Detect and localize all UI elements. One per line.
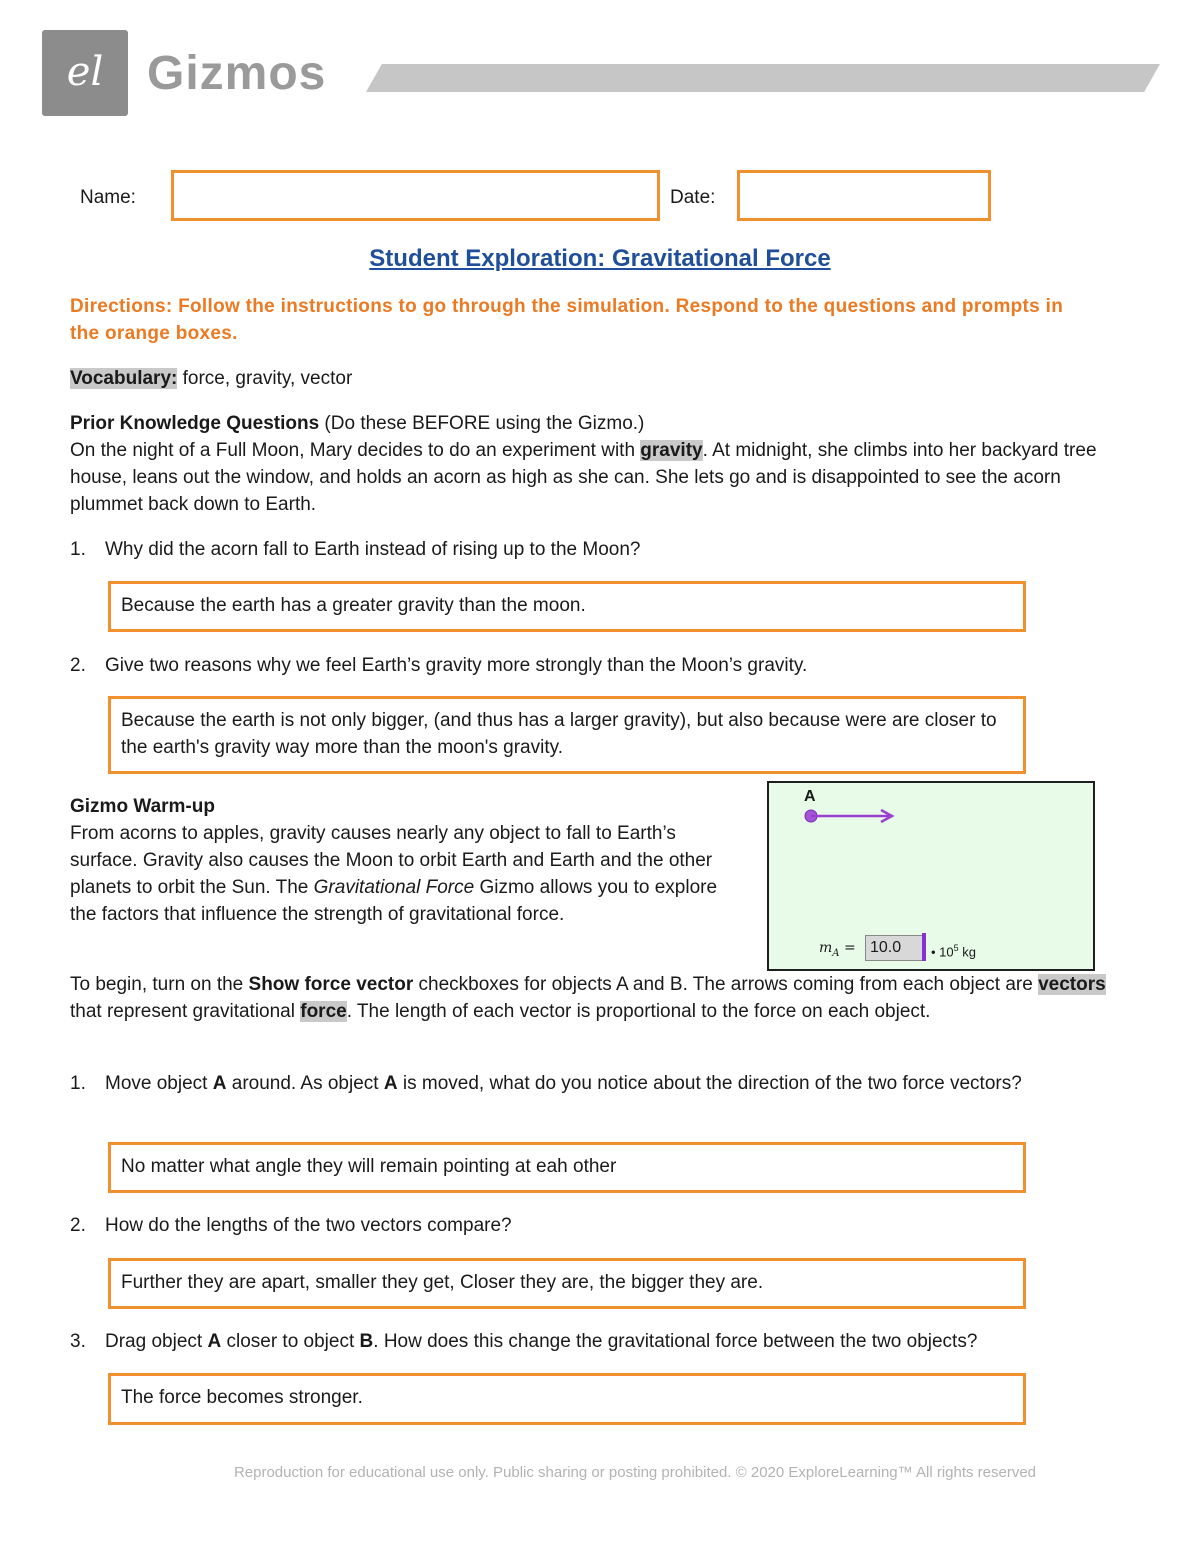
intro-text: On the night of a Full Moon, Mary decides to do an experiment with bbox=[70, 440, 641, 461]
gizmo-screenshot bbox=[767, 781, 1095, 971]
warmup-text-2: Gizmo allows you to explore the factors that influence the strength of gravitational force. bbox=[70, 877, 718, 925]
mass-unit bbox=[931, 938, 976, 962]
prior-knowledge-heading bbox=[70, 410, 1130, 437]
unit-exponent: 5 bbox=[953, 943, 959, 953]
vocabulary-text: force, gravity, vector bbox=[177, 368, 353, 389]
mass-slider-handle[interactable] bbox=[922, 933, 926, 961]
q3-object-a: A bbox=[207, 1331, 222, 1352]
footer-copyright: Reproduction for educational use only. Public sharing or posting prohibited. © 2020 ExploreLearning™ All rights reserved bbox=[233, 1464, 1037, 1481]
begin-text-2: checkboxes for objects A and B. The arrows coming from each object are bbox=[413, 974, 1039, 995]
pk-q1-answer[interactable]: Because the earth has a greater gravity than the moon. bbox=[108, 581, 1026, 632]
begin-text-4: . The length of each vector is proportional to the force on each object. bbox=[346, 1001, 931, 1022]
begin-text-1: To begin, turn on the bbox=[70, 974, 249, 995]
unit-kg: kg bbox=[958, 944, 976, 960]
force-vector bbox=[799, 805, 899, 829]
gizmo-name: Gravitational Force bbox=[313, 877, 475, 898]
q3-part: . How does this change the gravitational force between the two objects? bbox=[373, 1331, 978, 1352]
q1-part: is moved, what do you notice about the direction of the two force vectors? bbox=[397, 1073, 1022, 1094]
date-label: Date: bbox=[670, 187, 716, 208]
vectors-highlight: vectors bbox=[1038, 974, 1106, 995]
q1-part: around. As object bbox=[226, 1073, 384, 1094]
wu-q3-number: 3. bbox=[70, 1331, 86, 1352]
prior-knowledge-intro bbox=[70, 437, 1128, 518]
wu-q2-answer[interactable]: Further they are apart, smaller they get, Closer they are, the bigger they are. bbox=[108, 1258, 1026, 1309]
mass-equals: = bbox=[839, 940, 856, 956]
pk-q1-number: 1. bbox=[70, 539, 86, 560]
pk-q2-answer[interactable]: Because the earth is not only bigger, (and thus has a larger gravity), but also because were are closer to the earth's gravity way more than the moon's gravity. bbox=[108, 696, 1026, 774]
header-bar bbox=[366, 64, 1160, 92]
wu-q3-text bbox=[105, 1328, 1125, 1355]
begin-text-3: that represent gravitational bbox=[70, 1001, 301, 1022]
brand-name: Gizmos bbox=[147, 47, 327, 100]
vocabulary-line bbox=[70, 365, 1130, 392]
wu-q1-text bbox=[105, 1070, 1095, 1097]
warmup-heading: Gizmo Warm-up bbox=[70, 796, 215, 817]
unit-prefix: • 10 bbox=[931, 944, 954, 960]
object-a-label: A bbox=[804, 788, 816, 805]
mass-label bbox=[819, 938, 856, 964]
force-highlight: force bbox=[300, 1001, 347, 1022]
name-field[interactable] bbox=[171, 170, 660, 221]
wu-q3-answer[interactable]: The force becomes stronger. bbox=[108, 1373, 1026, 1425]
logo-mark: el bbox=[66, 49, 104, 95]
pk-q2-text: Give two reasons why we feel Earth’s gravity more strongly than the Moon’s gravity. bbox=[105, 655, 808, 676]
warmup-text bbox=[70, 820, 742, 928]
prior-knowledge-title: Prior Knowledge Questions bbox=[70, 413, 320, 434]
q1-part: Move object bbox=[105, 1073, 213, 1094]
q3-part: closer to object bbox=[221, 1331, 360, 1352]
wu-q2-text: How do the lengths of the two vectors compare? bbox=[105, 1215, 512, 1236]
wu-q2-number: 2. bbox=[70, 1215, 86, 1236]
warmup-text-1: From acorns to apples, gravity causes nearly any object to fall to Earth’s surface. Gravity also causes the Moon to orbit Earth and Earth and the other planets to orbit the Sun. The bbox=[70, 823, 713, 898]
q3-part: Drag object bbox=[105, 1331, 208, 1352]
prior-knowledge-note: (Do these BEFORE using the Gizmo.) bbox=[319, 413, 645, 434]
wu-q1-answer[interactable]: No matter what angle they will remain pointing at eah other bbox=[108, 1142, 1026, 1193]
wu-q1-number: 1. bbox=[70, 1073, 86, 1094]
q1-object-a: A bbox=[212, 1073, 227, 1094]
intro-text-cont: . At midnight, she climbs into her backyard tree house, leans out the window, and holds an acorn as high as she can. She lets go and is disappointed to see the acorn plummet back down to Earth. bbox=[70, 440, 1097, 515]
mass-input[interactable]: 10.0 bbox=[865, 935, 923, 961]
q3-object-b: B bbox=[359, 1331, 374, 1352]
pk-q2-number: 2. bbox=[70, 655, 86, 676]
name-label: Name: bbox=[80, 187, 136, 208]
show-force-vector: Show force vector bbox=[248, 974, 414, 995]
to-begin-paragraph bbox=[70, 971, 1132, 1025]
directions: Directions: Follow the instructions to go through the simulation. Respond to the questions and prompts in the orange boxes. bbox=[70, 296, 1064, 344]
logo-badge bbox=[42, 30, 128, 116]
pk-q1-text: Why did the acorn fall to Earth instead of rising up to the Moon? bbox=[105, 539, 641, 560]
date-field[interactable] bbox=[737, 170, 991, 221]
mass-subscript: A bbox=[832, 947, 840, 959]
vocabulary-label: Vocabulary: bbox=[70, 368, 178, 389]
q1-object-a: A bbox=[383, 1073, 398, 1094]
page-title: Student Exploration: Gravitational Force bbox=[369, 245, 831, 272]
gravity-highlight: gravity bbox=[640, 440, 703, 461]
mass-symbol: m bbox=[819, 940, 833, 956]
